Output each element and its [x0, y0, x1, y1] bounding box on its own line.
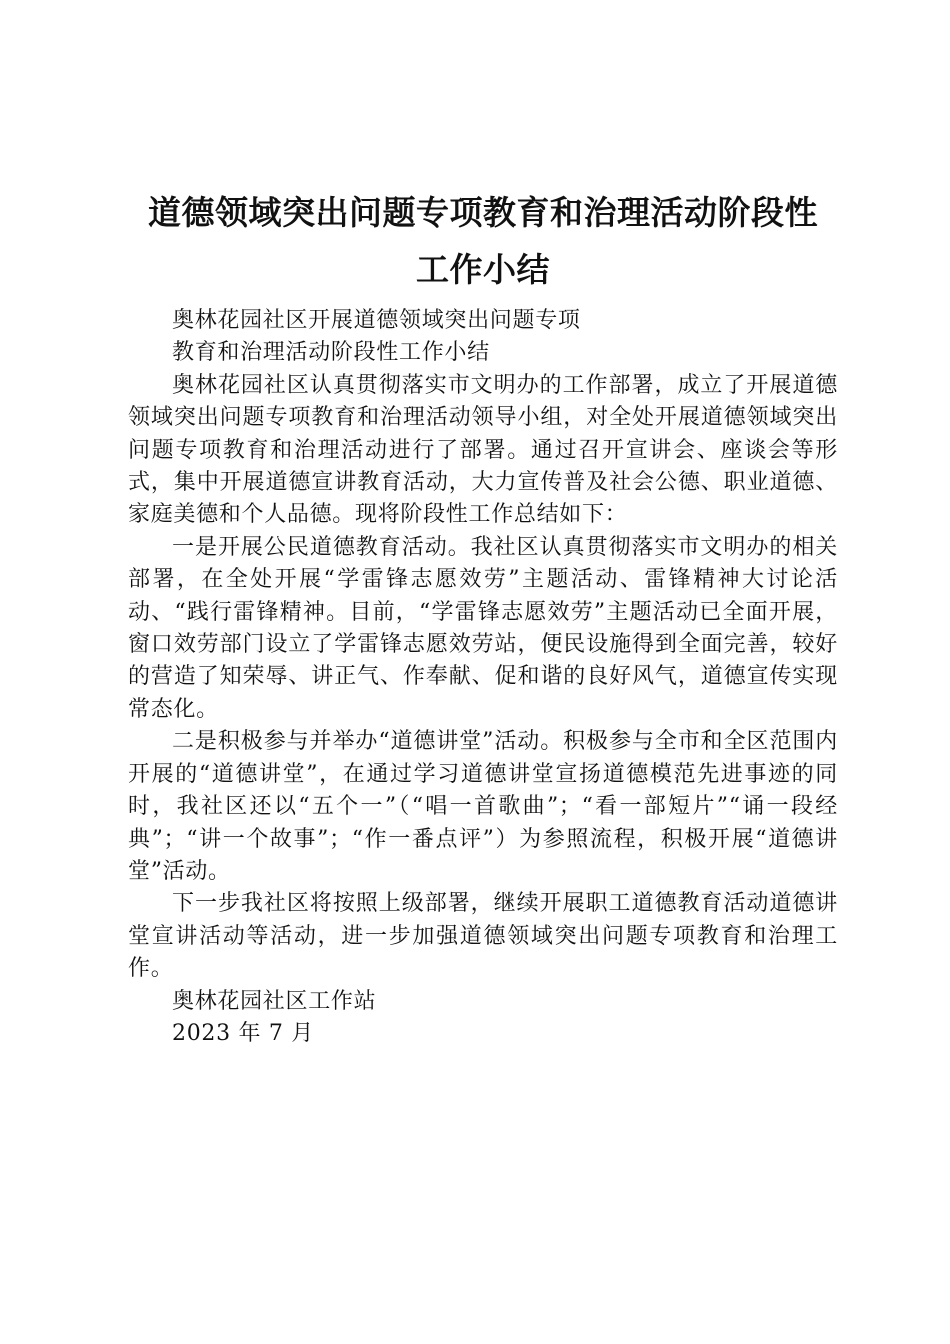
- title-line-2: 工作小结: [416, 250, 550, 289]
- title-line-1: 道德领域突出问题专项教育和治理活动阶段性: [148, 193, 818, 232]
- signature-organization: 奥林花园社区工作站: [172, 988, 377, 1014]
- signature-date: 2023 年 7 月: [172, 1020, 314, 1046]
- document-page: [128, 185, 838, 1050]
- document-body: [128, 305, 838, 1050]
- intro-paragraph: 奥林花园社区认真贯彻落实市文明办的工作部署，成立了开展道德领域突出问题专项教育和治理活动领导小组，对全处开展道德领域突出问题专项教育和治理活动进行了部署。通过召开宣讲会、座谈会等形式，集中开展道德宣讲教育活动，大力宣传普及社会公德、职业道德、家庭美德和个人品德。现将阶段性工作总结如下：: [128, 372, 838, 528]
- next-steps-paragraph: 下一步我社区将按照上级部署，继续开展职工道德教育活动道德讲堂宣讲活动等活动，进一步加强道德领域突出问题专项教育和治理工作。: [128, 891, 838, 982]
- document-title: [128, 185, 838, 297]
- section-two-paragraph: 二是积极参与并举办“道德讲堂”活动。积极参与全市和全区范围内开展的“道德讲堂”，在通过学习道德讲堂宣扬道德模范先进事迹的同时，我社区还以“五个一”（“唱一首歌曲”；“看一部短片”“诵一段经典”；“讲一个故事”；“作一番点评”）为参照流程，积极开展“道德讲堂”活动。: [128, 729, 838, 884]
- section-one-paragraph: 一是开展公民道德教育活动。我社区认真贯彻落实市文明办的相关部署，在全处开展“学雷锋志愿效劳”主题活动、雷锋精神大讨论活动、“践行雷锋精神。目前，“学雷锋志愿效劳”主题活动已全面开展，窗口效劳部门设立了学雷锋志愿效劳站，便民设施得到全面完善，较好的营造了知荣辱、讲正气、作奉献、促和谐的良好风气，道德宣传实现常态化。: [128, 534, 838, 722]
- subtitle-line-2: 教育和治理活动阶段性工作小结: [172, 340, 490, 366]
- subtitle-line-1: 奥林花园社区开展道德领域突出问题专项: [172, 308, 581, 333]
